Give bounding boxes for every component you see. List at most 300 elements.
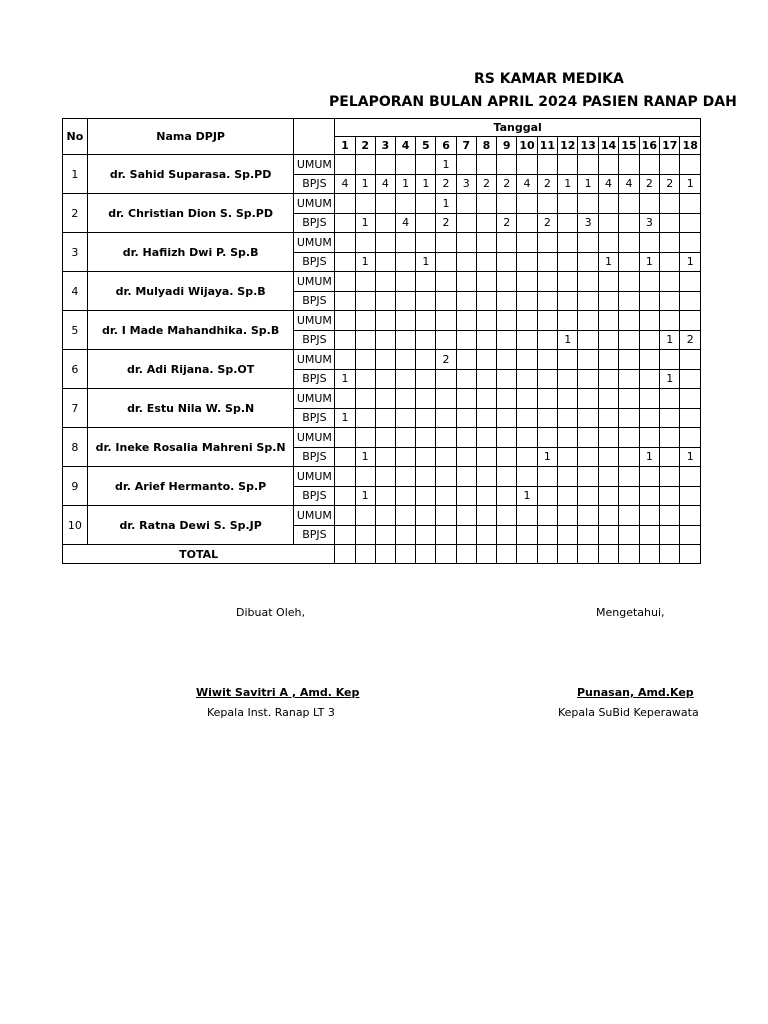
day-count-cell [558, 389, 578, 409]
doctor-name: dr. Mulyadi Wijaya. Sp.B [87, 272, 294, 311]
day-count-cell [578, 389, 598, 409]
day-count-cell [476, 213, 496, 233]
day-count-cell [456, 525, 476, 545]
day-count-cell [355, 291, 375, 311]
day-count-cell [456, 447, 476, 467]
total-cell [660, 545, 680, 564]
day-count-cell [660, 272, 680, 292]
day-count-cell: 3 [639, 213, 659, 233]
day-count-cell [660, 291, 680, 311]
doctor-name: dr. I Made Mahandhika. Sp.B [87, 311, 294, 350]
header-day: 6 [436, 137, 456, 155]
day-count-cell [375, 155, 395, 175]
total-cell [375, 545, 395, 564]
header-tanggal: Tanggal [335, 119, 701, 137]
day-count-cell [476, 350, 496, 370]
day-count-cell [660, 486, 680, 506]
day-count-cell [395, 525, 415, 545]
total-cell [639, 545, 659, 564]
total-cell [395, 545, 415, 564]
day-count-cell [395, 369, 415, 389]
day-count-cell [395, 291, 415, 311]
day-count-cell [537, 252, 557, 272]
total-cell [578, 545, 598, 564]
header-day: 17 [660, 137, 680, 155]
day-count-cell [639, 272, 659, 292]
day-count-cell [456, 350, 476, 370]
day-count-cell [395, 194, 415, 214]
table-row [63, 233, 701, 253]
day-count-cell [456, 155, 476, 175]
day-count-cell [619, 233, 639, 253]
table-row [63, 350, 701, 370]
day-count-cell [537, 467, 557, 487]
day-count-cell [537, 389, 557, 409]
day-count-cell: 4 [517, 174, 537, 194]
day-count-cell: 1 [436, 194, 456, 214]
day-count-cell [497, 194, 517, 214]
doctor-name: dr. Arief Hermanto. Sp.P [87, 467, 294, 506]
day-count-cell [416, 330, 436, 350]
day-count-cell: 2 [436, 213, 456, 233]
day-count-cell [660, 350, 680, 370]
day-count-cell [537, 525, 557, 545]
day-count-cell [639, 467, 659, 487]
day-count-cell [660, 428, 680, 448]
day-count-cell [375, 330, 395, 350]
day-count-cell [680, 428, 701, 448]
day-count-cell [680, 486, 701, 506]
payment-type-umum: UMUM [294, 155, 335, 175]
day-count-cell [517, 233, 537, 253]
day-count-cell [456, 467, 476, 487]
day-count-cell [375, 350, 395, 370]
day-count-cell [619, 486, 639, 506]
day-count-cell [619, 291, 639, 311]
day-count-cell: 2 [476, 174, 496, 194]
day-count-cell [598, 428, 618, 448]
day-count-cell [476, 233, 496, 253]
day-count-cell: 2 [497, 213, 517, 233]
day-count-cell [578, 155, 598, 175]
day-count-cell: 1 [558, 174, 578, 194]
day-count-cell [416, 155, 436, 175]
right-signature-heading: Mengetahui, [596, 606, 665, 619]
right-signatory-name: Punasan, Amd.Kep [577, 686, 694, 699]
day-count-cell [395, 350, 415, 370]
day-count-cell [456, 213, 476, 233]
day-count-cell: 1 [660, 330, 680, 350]
day-count-cell [476, 291, 496, 311]
total-cell [497, 545, 517, 564]
day-count-cell [335, 330, 355, 350]
payment-type-bpjs: BPJS [294, 252, 335, 272]
day-count-cell [456, 311, 476, 331]
day-count-cell [436, 428, 456, 448]
day-count-cell: 1 [639, 252, 659, 272]
row-number: 3 [63, 233, 88, 272]
total-cell [476, 545, 496, 564]
day-count-cell [598, 467, 618, 487]
header-day: 15 [619, 137, 639, 155]
day-count-cell [456, 233, 476, 253]
day-count-cell [598, 486, 618, 506]
day-count-cell [436, 467, 456, 487]
day-count-cell [335, 155, 355, 175]
payment-type-bpjs: BPJS [294, 174, 335, 194]
day-count-cell [476, 272, 496, 292]
payment-type-bpjs: BPJS [294, 447, 335, 467]
day-count-cell [680, 408, 701, 428]
day-count-cell [598, 194, 618, 214]
day-count-cell [355, 467, 375, 487]
day-count-cell [416, 486, 436, 506]
day-count-cell [395, 408, 415, 428]
day-count-cell [639, 350, 659, 370]
day-count-cell: 1 [639, 447, 659, 467]
day-count-cell: 3 [578, 213, 598, 233]
day-count-cell [619, 311, 639, 331]
day-count-cell [680, 155, 701, 175]
day-count-cell [456, 291, 476, 311]
header-day: 9 [497, 137, 517, 155]
day-count-cell [436, 233, 456, 253]
day-count-cell [619, 389, 639, 409]
header-day: 10 [517, 137, 537, 155]
day-count-cell [497, 486, 517, 506]
day-count-cell [335, 467, 355, 487]
day-count-cell [598, 311, 618, 331]
day-count-cell [456, 408, 476, 428]
day-count-cell: 2 [436, 174, 456, 194]
day-count-cell [497, 447, 517, 467]
day-count-cell [619, 408, 639, 428]
day-count-cell [335, 213, 355, 233]
day-count-cell [497, 408, 517, 428]
total-cell [335, 545, 355, 564]
day-count-cell [375, 467, 395, 487]
day-count-cell [558, 194, 578, 214]
day-count-cell [619, 506, 639, 526]
patient-report-table [62, 118, 701, 564]
day-count-cell: 1 [680, 447, 701, 467]
day-count-cell [619, 428, 639, 448]
header-day: 11 [537, 137, 557, 155]
day-count-cell [375, 447, 395, 467]
day-count-cell [639, 155, 659, 175]
day-count-cell [598, 272, 618, 292]
day-count-cell [537, 194, 557, 214]
day-count-cell [517, 272, 537, 292]
day-count-cell [660, 233, 680, 253]
day-count-cell [497, 291, 517, 311]
day-count-cell [476, 330, 496, 350]
day-count-cell: 1 [335, 369, 355, 389]
day-count-cell [680, 467, 701, 487]
day-count-cell [335, 506, 355, 526]
day-count-cell [456, 369, 476, 389]
day-count-cell [355, 525, 375, 545]
day-count-cell [416, 272, 436, 292]
day-count-cell [680, 369, 701, 389]
day-count-cell [660, 252, 680, 272]
day-count-cell: 1 [680, 252, 701, 272]
day-count-cell: 1 [355, 447, 375, 467]
day-count-cell [497, 311, 517, 331]
day-count-cell: 3 [456, 174, 476, 194]
day-count-cell [375, 252, 395, 272]
day-count-cell [660, 155, 680, 175]
day-count-cell [355, 330, 375, 350]
day-count-cell [476, 369, 496, 389]
total-cell [436, 545, 456, 564]
day-count-cell [476, 311, 496, 331]
header-day: 3 [375, 137, 395, 155]
day-count-cell [375, 389, 395, 409]
day-count-cell [537, 408, 557, 428]
day-count-cell [416, 213, 436, 233]
day-count-cell [619, 350, 639, 370]
day-count-cell [375, 408, 395, 428]
day-count-cell [517, 311, 537, 331]
day-count-cell [375, 428, 395, 448]
day-count-cell [355, 311, 375, 331]
header-day: 2 [355, 137, 375, 155]
day-count-cell [558, 486, 578, 506]
day-count-cell [476, 467, 496, 487]
day-count-cell [436, 252, 456, 272]
table-row [63, 194, 701, 214]
day-count-cell [476, 252, 496, 272]
day-count-cell [335, 194, 355, 214]
day-count-cell [335, 486, 355, 506]
day-count-cell [497, 233, 517, 253]
day-count-cell [639, 233, 659, 253]
payment-type-umum: UMUM [294, 506, 335, 526]
day-count-cell [335, 428, 355, 448]
day-count-cell: 4 [335, 174, 355, 194]
day-count-cell [598, 389, 618, 409]
day-count-cell [476, 155, 496, 175]
day-count-cell [335, 525, 355, 545]
day-count-cell [639, 506, 659, 526]
payment-type-bpjs: BPJS [294, 525, 335, 545]
total-cell [619, 545, 639, 564]
day-count-cell [335, 272, 355, 292]
row-number: 8 [63, 428, 88, 467]
day-count-cell [578, 408, 598, 428]
day-count-cell: 1 [517, 486, 537, 506]
day-count-cell [497, 252, 517, 272]
day-count-cell [416, 447, 436, 467]
day-count-cell: 2 [497, 174, 517, 194]
day-count-cell [395, 467, 415, 487]
total-label: TOTAL [63, 545, 335, 564]
day-count-cell [355, 389, 375, 409]
day-count-cell [517, 389, 537, 409]
payment-type-bpjs: BPJS [294, 330, 335, 350]
day-count-cell [517, 447, 537, 467]
payment-type-bpjs: BPJS [294, 369, 335, 389]
day-count-cell [476, 447, 496, 467]
table-row [63, 155, 701, 175]
day-count-cell [578, 369, 598, 389]
day-count-cell [335, 311, 355, 331]
day-count-cell [436, 389, 456, 409]
day-count-cell [578, 233, 598, 253]
day-count-cell [416, 428, 436, 448]
day-count-cell [598, 291, 618, 311]
day-count-cell [619, 369, 639, 389]
day-count-cell [680, 233, 701, 253]
day-count-cell [497, 155, 517, 175]
day-count-cell [355, 428, 375, 448]
day-count-cell [598, 525, 618, 545]
day-count-cell [436, 525, 456, 545]
day-count-cell [558, 350, 578, 370]
day-count-cell [355, 272, 375, 292]
day-count-cell [537, 486, 557, 506]
day-count-cell [416, 506, 436, 526]
payment-type-bpjs: BPJS [294, 408, 335, 428]
day-count-cell [375, 291, 395, 311]
doctor-name: dr. Sahid Suparasa. Sp.PD [87, 155, 294, 194]
day-count-cell [416, 194, 436, 214]
day-count-cell: 1 [537, 447, 557, 467]
day-count-cell [335, 291, 355, 311]
day-count-cell [416, 350, 436, 370]
day-count-cell: 1 [598, 252, 618, 272]
day-count-cell [619, 272, 639, 292]
total-cell [598, 545, 618, 564]
day-count-cell: 1 [680, 174, 701, 194]
payment-type-bpjs: BPJS [294, 291, 335, 311]
payment-type-bpjs: BPJS [294, 486, 335, 506]
doctor-name: dr. Hafiizh Dwi P. Sp.B [87, 233, 294, 272]
day-count-cell [639, 408, 659, 428]
day-count-cell [497, 525, 517, 545]
day-count-cell [558, 428, 578, 448]
day-count-cell [558, 291, 578, 311]
payment-type-umum: UMUM [294, 272, 335, 292]
header-day: 14 [598, 137, 618, 155]
day-count-cell [680, 506, 701, 526]
day-count-cell [680, 213, 701, 233]
day-count-cell [416, 291, 436, 311]
day-count-cell [558, 311, 578, 331]
day-count-cell [375, 486, 395, 506]
row-number: 1 [63, 155, 88, 194]
day-count-cell [335, 252, 355, 272]
day-count-cell [517, 330, 537, 350]
day-count-cell [395, 428, 415, 448]
report-title: RS KAMAR MEDIKA [474, 71, 624, 87]
day-count-cell [517, 213, 537, 233]
payment-type-umum: UMUM [294, 233, 335, 253]
doctor-name: dr. Adi Rijana. Sp.OT [87, 350, 294, 389]
payment-type-bpjs: BPJS [294, 213, 335, 233]
day-count-cell [578, 428, 598, 448]
day-count-cell [416, 408, 436, 428]
day-count-cell [639, 389, 659, 409]
day-count-cell [456, 252, 476, 272]
day-count-cell: 1 [416, 252, 436, 272]
table-row [63, 272, 701, 292]
day-count-cell [375, 369, 395, 389]
header-day: 4 [395, 137, 415, 155]
day-count-cell [375, 311, 395, 331]
header-day: 16 [639, 137, 659, 155]
doctor-name: dr. Christian Dion S. Sp.PD [87, 194, 294, 233]
row-number: 2 [63, 194, 88, 233]
day-count-cell [558, 525, 578, 545]
day-count-cell [517, 506, 537, 526]
day-count-cell [578, 486, 598, 506]
day-count-cell [639, 291, 659, 311]
day-count-cell [660, 213, 680, 233]
day-count-cell [517, 525, 537, 545]
day-count-cell [619, 213, 639, 233]
day-count-cell [335, 233, 355, 253]
day-count-cell [558, 447, 578, 467]
day-count-cell [578, 525, 598, 545]
day-count-cell [456, 272, 476, 292]
row-number: 6 [63, 350, 88, 389]
total-cell [355, 545, 375, 564]
day-count-cell [558, 252, 578, 272]
table-row [63, 389, 701, 409]
header-day: 12 [558, 137, 578, 155]
day-count-cell [436, 486, 456, 506]
day-count-cell [517, 252, 537, 272]
table-row [63, 311, 701, 331]
day-count-cell [660, 467, 680, 487]
day-count-cell [497, 330, 517, 350]
day-count-cell [456, 428, 476, 448]
day-count-cell [436, 408, 456, 428]
day-count-cell [436, 369, 456, 389]
day-count-cell: 1 [558, 330, 578, 350]
day-count-cell: 4 [375, 174, 395, 194]
day-count-cell: 1 [416, 174, 436, 194]
day-count-cell [436, 291, 456, 311]
table-row [63, 467, 701, 487]
day-count-cell [537, 506, 557, 526]
day-count-cell [375, 194, 395, 214]
day-count-cell [639, 311, 659, 331]
day-count-cell [598, 330, 618, 350]
day-count-cell [578, 506, 598, 526]
day-count-cell [456, 506, 476, 526]
day-count-cell [375, 233, 395, 253]
day-count-cell [619, 252, 639, 272]
day-count-cell: 1 [578, 174, 598, 194]
day-count-cell [497, 272, 517, 292]
day-count-cell [517, 408, 537, 428]
day-count-cell [639, 369, 659, 389]
day-count-cell [436, 447, 456, 467]
total-cell [517, 545, 537, 564]
day-count-cell [639, 525, 659, 545]
day-count-cell [598, 155, 618, 175]
table-row [63, 506, 701, 526]
total-cell [456, 545, 476, 564]
day-count-cell: 2 [680, 330, 701, 350]
day-count-cell [558, 213, 578, 233]
header-no: No [63, 119, 88, 155]
day-count-cell [497, 350, 517, 370]
day-count-cell [537, 272, 557, 292]
